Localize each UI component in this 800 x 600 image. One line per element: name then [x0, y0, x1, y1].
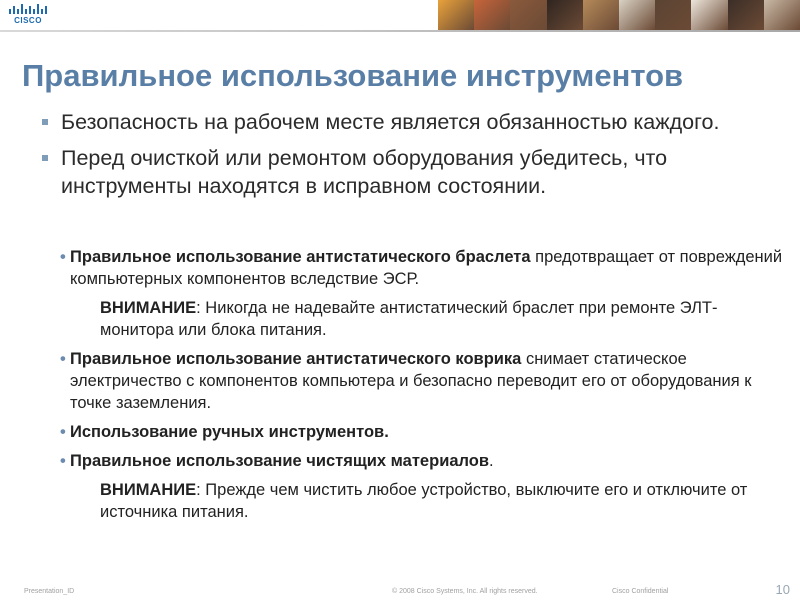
- header-divider: [0, 30, 800, 32]
- sub-bullet-mat: [60, 348, 790, 414]
- sub-bullet-4-bold: Правильное использование чистящих материалов: [70, 452, 489, 470]
- sub-bullet-cleaning: [60, 450, 790, 472]
- footer-confidential: Cisco Confidential: [612, 588, 669, 595]
- header-photo: [764, 0, 800, 30]
- main-bullet-2: [40, 144, 780, 200]
- main-bullet-1: [40, 108, 780, 136]
- page-number: 10: [775, 582, 790, 597]
- warning-1: [60, 297, 790, 341]
- warning-2: [60, 479, 790, 523]
- square-bullet-icon: [42, 119, 48, 125]
- warning-2-text: : Прежде чем чистить любое устройство, выключите его и отключите от источника питания.: [100, 481, 748, 521]
- header-photo: [438, 0, 474, 30]
- header-photo: [619, 0, 655, 30]
- cisco-wordmark: CISCO: [14, 16, 42, 25]
- sub-bullet-1-text: предотвращает от повреждений компьютерных компонентов вследствие ЭСР.: [70, 248, 783, 288]
- dot-bullet-icon: •: [60, 350, 66, 368]
- header-photo: [728, 0, 764, 30]
- sub-bullet-list: [60, 246, 790, 530]
- slide-footer: [0, 580, 800, 600]
- dot-bullet-icon: •: [60, 248, 66, 266]
- dot-bullet-icon: •: [60, 423, 66, 441]
- slide-title: Правильное использование инструментов: [22, 58, 684, 93]
- cisco-bridge-icon: [8, 3, 48, 15]
- sub-bullet-3-bold: Использование ручных инструментов.: [70, 423, 389, 441]
- header-photo: [583, 0, 619, 30]
- sub-bullet-4-text: .: [489, 452, 494, 470]
- main-bullet-list: [40, 108, 780, 208]
- warning-1-text: : Никогда не надевайте антистатический браслет при ремонте ЭЛТ-монитора или блока питания.: [100, 299, 718, 339]
- sub-bullet-2-bold: Правильное использование антистатического коврика: [70, 350, 522, 368]
- main-bullet-1-text: Безопасность на рабочем месте является обязанностью каждого.: [61, 110, 720, 134]
- sub-bullet-1-bold: Правильное использование антистатического браслета: [70, 248, 531, 266]
- cisco-logo: [6, 3, 50, 27]
- sub-bullet-2-text: снимает статическое электричество с компонентов компьютера и безопасно переводит его от оборудования к точке заземления.: [70, 350, 752, 412]
- header-bar: [0, 0, 800, 30]
- footer-presentation-id: Presentation_ID: [24, 588, 75, 595]
- dot-bullet-icon: •: [60, 452, 66, 470]
- footer-copyright: © 2008 Cisco Systems, Inc. All rights reserved.: [392, 588, 538, 595]
- sub-bullet-hand-tools: [60, 421, 790, 443]
- sub-bullet-wrist-strap: [60, 246, 790, 290]
- header-photo: [691, 0, 727, 30]
- header-photo: [474, 0, 510, 30]
- square-bullet-icon: [42, 155, 48, 161]
- main-bullet-2-text: Перед очисткой или ремонтом оборудования убедитесь, что инструменты находятся в исправном состоянии.: [61, 146, 668, 198]
- warning-2-label: ВНИМАНИЕ: [100, 481, 197, 499]
- photo-strip: [438, 0, 800, 30]
- header-photo: [655, 0, 691, 30]
- warning-1-label: ВНИМАНИЕ: [100, 299, 197, 317]
- header-photo: [510, 0, 546, 30]
- header-photo: [547, 0, 583, 30]
